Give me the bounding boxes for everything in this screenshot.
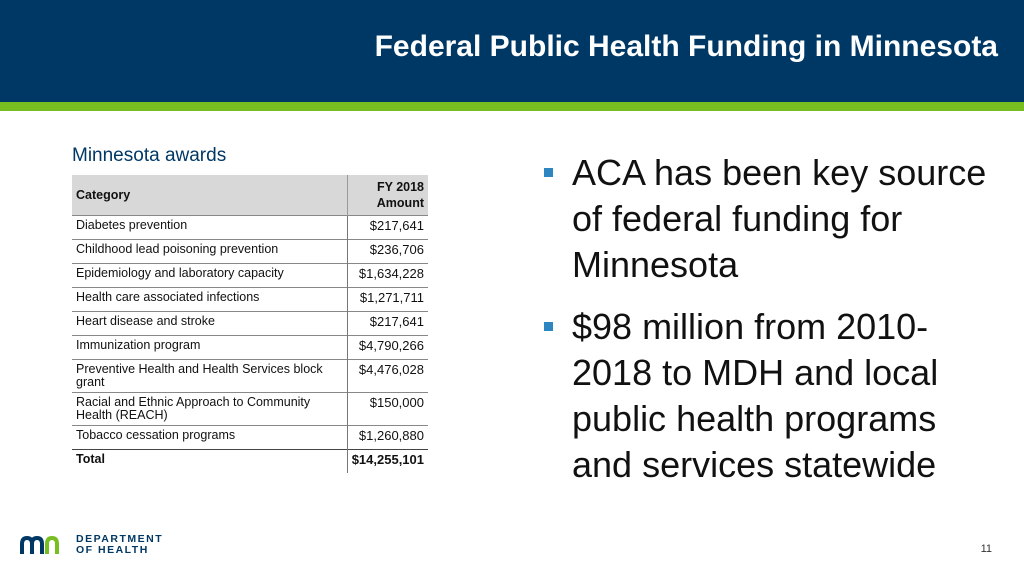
accent-stripe (0, 102, 1024, 111)
row-category: Epidemiology and laboratory capacity (72, 264, 347, 288)
category-header: Category (72, 175, 347, 216)
row-category: Immunization program (72, 336, 347, 360)
logo-line-1: DEPARTMENT (76, 533, 164, 545)
row-category: Diabetes prevention (72, 216, 347, 240)
logo-wordmark (76, 534, 163, 556)
bullet-text: ACA has been key source of federal funding for Minnesota (572, 152, 987, 285)
bullet-text: $98 million from 2010-2018 to MDH and local public health programs and services statewide (572, 306, 939, 485)
page-number: 11 (980, 543, 992, 555)
table-row (72, 240, 428, 264)
row-category: Racial and Ethnic Approach to Community Health (REACH) (72, 393, 347, 426)
table-row (72, 426, 428, 450)
amount-header (347, 175, 428, 216)
row-amount: $150,000 (347, 393, 428, 426)
row-category: Childhood lead poisoning prevention (72, 240, 347, 264)
table-header-row (72, 175, 428, 216)
table-row (72, 312, 428, 336)
logo-line-2: OF HEALTH (76, 544, 149, 556)
row-category: Tobacco cessation programs (72, 426, 347, 450)
bullet-square-icon (544, 168, 553, 177)
row-category: Heart disease and stroke (72, 312, 347, 336)
slide-title: Federal Public Health Funding in Minnesota (374, 30, 998, 63)
amount-header-label: Amount (376, 196, 424, 210)
bullet-square-icon (544, 322, 553, 331)
table-row (72, 216, 428, 240)
row-amount: $1,260,880 (347, 426, 428, 450)
row-category: Health care associated infections (72, 288, 347, 312)
table-row (72, 288, 428, 312)
row-amount: $1,271,711 (347, 288, 428, 312)
row-amount: $1,634,228 (347, 264, 428, 288)
row-amount: $217,641 (347, 312, 428, 336)
awards-table (72, 175, 428, 473)
amount-header-year: FY 2018 (376, 180, 424, 194)
table-row (72, 264, 428, 288)
title-bar (0, 0, 1024, 102)
table-row (72, 360, 428, 393)
row-amount: $4,790,266 (347, 336, 428, 360)
table-row (72, 336, 428, 360)
row-amount: $217,641 (347, 216, 428, 240)
bullet-list (540, 150, 990, 504)
table-row (72, 393, 428, 426)
mdh-logo (20, 534, 163, 556)
row-category: Preventive Health and Health Services block grant (72, 360, 347, 393)
bullet-item (540, 304, 990, 488)
bullet-item (540, 150, 990, 288)
row-amount: $4,476,028 (347, 360, 428, 393)
table-caption: Minnesota awards (72, 145, 227, 166)
mn-logo-icon (20, 535, 66, 555)
row-amount: $236,706 (347, 240, 428, 264)
total-label: Total (72, 450, 347, 474)
table-total-row (72, 450, 428, 474)
total-amount: $14,255,101 (347, 450, 428, 474)
